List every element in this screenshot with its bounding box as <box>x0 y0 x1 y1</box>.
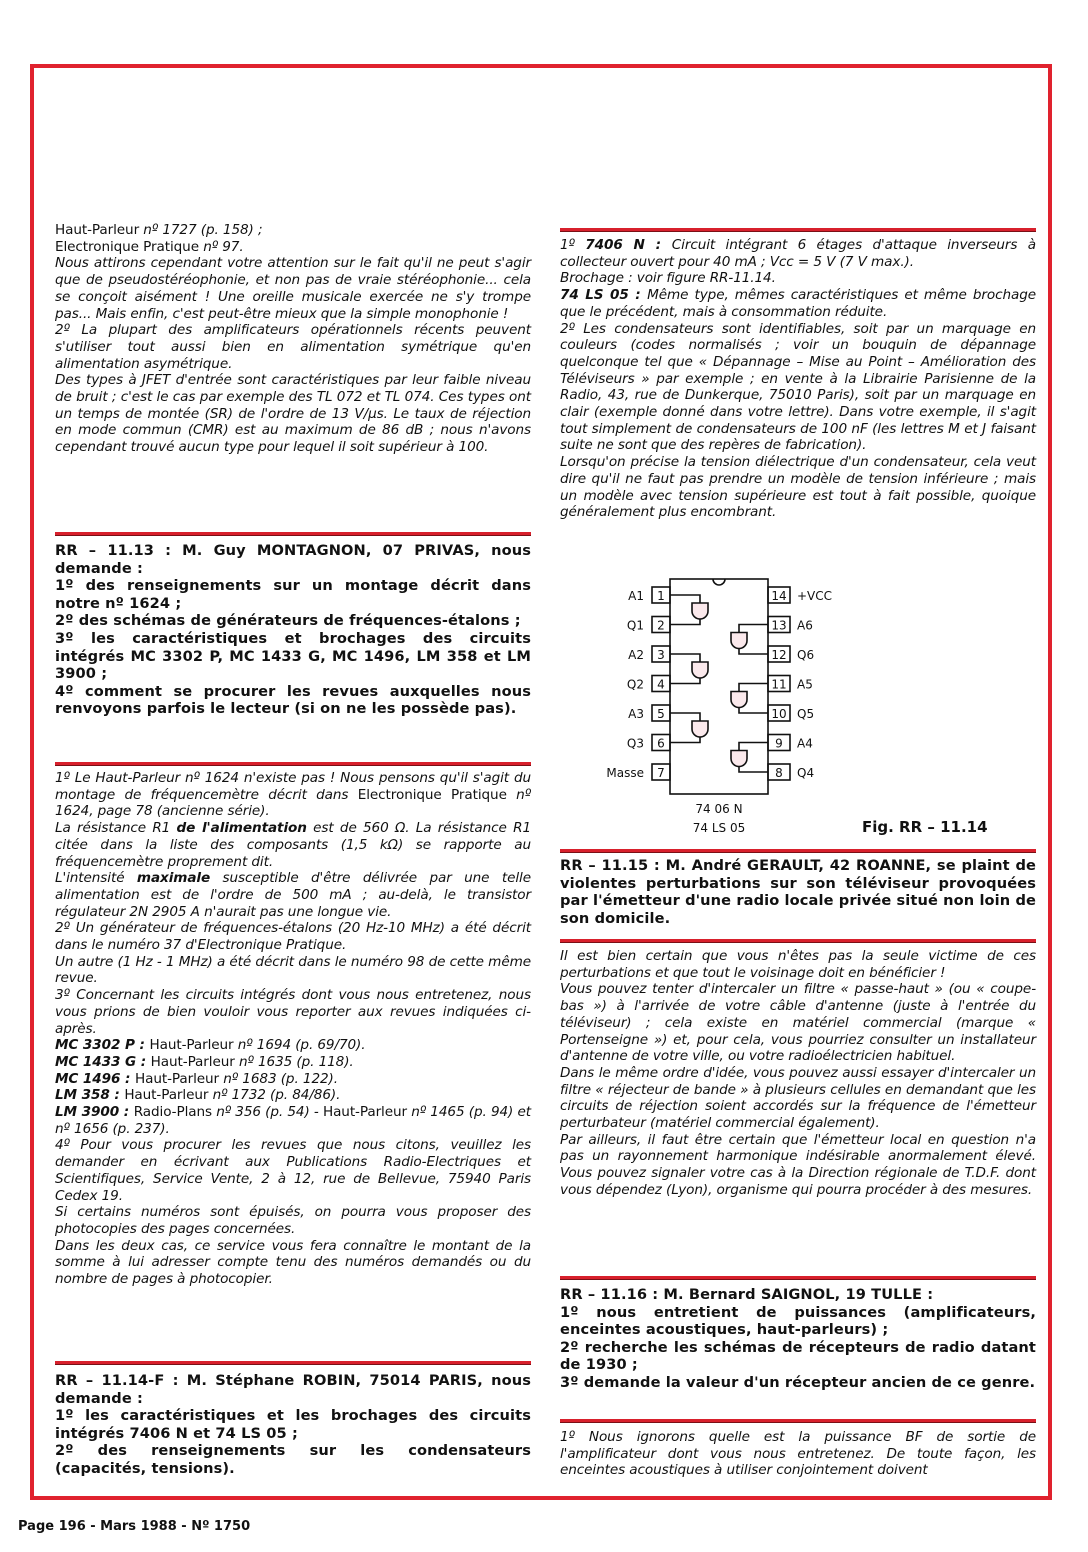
paragraph <box>560 287 1036 320</box>
gate-output-wire <box>739 708 768 714</box>
paragraph <box>560 981 1036 1065</box>
divider <box>55 762 531 766</box>
question-item: 1º des renseignements sur un montage décrit dans notre nº 1624 ; <box>55 577 531 612</box>
pin-number: 4 <box>657 677 665 692</box>
divider <box>55 532 531 536</box>
question-item: 4º comment se procurer les revues auxquelles nous renvoyons parfois le lecteur (si on ne les possède pas). <box>55 682 531 718</box>
text-run: susceptible d'être délivrée par une telle alimentation est de l'ordre de 500 mA ; au-delà, le transistor régulateur 2N 2905 A n'aurait pas une longue vie. <box>55 870 531 920</box>
text-run: Electronique Pratique <box>55 238 204 255</box>
question-item: 3º demande la valeur d'un récepteur ancien de ce genre. <box>560 1373 1036 1391</box>
chip-label: 74 06 N <box>695 802 743 816</box>
answer-continuation <box>55 222 531 456</box>
pin-label: Q5 <box>797 707 815 721</box>
figure-caption: Fig. RR – 11.14 <box>862 818 988 836</box>
question-item: 1º nous entretient de puissances (amplificateurs, enceintes acoustiques, haut-parleurs) ; <box>560 1303 1036 1339</box>
page-footer: Page 196 - Mars 1988 - Nº 1750 <box>18 1519 251 1534</box>
paragraph <box>560 1429 1036 1479</box>
paragraph <box>560 948 1036 981</box>
paragraph <box>55 1037 531 1054</box>
paragraph <box>560 270 1036 287</box>
pin-label: Masse <box>606 766 644 780</box>
paragraph <box>55 1087 531 1104</box>
paragraph <box>55 1071 531 1088</box>
paragraph <box>560 237 1036 270</box>
text-run: Haut-Parleur <box>150 1053 239 1070</box>
pin-number: 2 <box>657 618 665 633</box>
pin-label: +VCC <box>797 589 833 603</box>
gate-input-wire <box>670 595 700 603</box>
text-run: Dans les deux cas, ce service vous fera connaître le montant de la somme à lui adresser compte tenu des numéros demandés ou du nombre de pages à photocopier. <box>55 1237 531 1288</box>
text-run: Vous pouvez tenter d'intercaler un filtre « passe-haut » (ou « coupe-bas ») à l'arrivée de votre câble d'antenne (juste à l'entrée du téléviseur) ; cela existe en matériel commercial (marque « Portenseigne ») et, pour cela, vous pourriez consulter un installateur d'antenne de votre ville, ou votre radioélectricien habituel. <box>560 981 1036 1065</box>
divider <box>55 1361 531 1365</box>
bold-text: maximale <box>136 870 211 887</box>
question-item: 2º recherche les schémas de récepteurs de radio datant de 1930 ; <box>560 1338 1036 1374</box>
question-rr-11-15 <box>560 857 1036 927</box>
gate-input-wire <box>670 654 700 662</box>
pinout-diagram-7406 <box>600 575 1020 845</box>
pin-label: Q4 <box>797 766 815 780</box>
bold-text: de l'alimentation <box>176 820 307 837</box>
text-run: 1º Le Haut-Parleur nº 1624 n'existe pas ! Nous pensons qu'il s'agit du montage de fréquencemètre décrit dans <box>55 770 531 803</box>
paragraph <box>560 1132 1036 1199</box>
inverter-gate-1 <box>692 603 708 619</box>
paragraph <box>55 1238 531 1288</box>
paragraph <box>55 770 531 820</box>
gate-input-wire <box>739 625 768 633</box>
inverter-gate-6 <box>731 633 747 649</box>
pin-number: 11 <box>771 677 787 692</box>
text-run: 1º Nous ignorons quelle est la puissance BF de sortie de l'amplificateur dont vous nous entretenez. De toute façon, les enceintes acoustiques à utiliser conjointement doivent <box>560 1429 1036 1479</box>
text-run: Si certains numéros sont épuisés, on pourra vous proposer des photocopies des pages concernées. <box>55 1204 531 1237</box>
text-run: 2º La plupart des amplificateurs opérationnels récents peuvent s'utiliser tout aussi bien en alimentation symétrique qu'en alimentation asymétrique. <box>55 322 531 372</box>
divider <box>560 228 1036 232</box>
gate-input-wire <box>739 684 768 692</box>
pin-number: 3 <box>657 648 665 662</box>
chip-notch <box>713 579 725 585</box>
bold-text: MC 3302 P : <box>55 1037 150 1054</box>
paragraph <box>560 1065 1036 1132</box>
text-run: 4º Pour vous procurer les revues que nous citons, veuillez les demander en écrivant aux Publications Radio-Electriques et Scientifiques, Service Vente, 2 à 12, rue de Bellevue, 75940 Paris Cedex 19. <box>55 1137 531 1204</box>
paragraph <box>55 920 531 953</box>
inverter-gate-2 <box>692 662 708 678</box>
text-run: Dans le même ordre d'idée, vous pouvez aussi essayer d'intercaler un filtre « réjecteur de bande » à plusieurs cellules en demandant que les circuits de réjection soient accordés sur la fréquence de l'émetteur perturbateur (matériel commercial également). <box>560 1064 1036 1132</box>
text-run: nº 1683 (p. 122). <box>223 1070 338 1087</box>
paragraph <box>55 372 531 456</box>
text-run: Par ailleurs, il faut être certain que l'émetteur local en question n'a pas un rayonnement harmonique indésirable anormalement élevé. Vous pouvez signaler votre cas à la Direction régionale de T.D.F. dont vous dépendez (Lyon), organisme qui pourra procéder à des mesures. <box>560 1131 1036 1198</box>
gate-output-wire <box>670 737 700 743</box>
text-run: Nous attirons cependant votre attention sur le fait qu'il ne peut s'agir que de pseudostéréophonie, et non pas de vraie stéréophonie... cela se conçoit aisément ! Une oreille musicale exercée ne s'y trompe pas... Mais enfin, c'est peut-être mieux que la simple monophonie ! <box>55 255 531 322</box>
text-run: Brochage : voir figure RR-11.14. <box>560 270 776 287</box>
paragraph <box>560 321 1036 455</box>
text-run: Lorsqu'on précise la tension diélectrique d'un condensateur, cela veut dire qu'il ne faut pas prendre un modèle de tension inférieure ; mais un modèle avec tension supérieure est tout à fait possible, quoique généralement plus encombrant. <box>560 454 1036 521</box>
pin-label: A1 <box>628 589 644 603</box>
paragraph <box>55 239 531 256</box>
inverter-gate-4 <box>731 751 747 767</box>
pin-number: 9 <box>775 736 783 751</box>
gate-input-wire <box>670 713 700 721</box>
answer-rr-11-13 <box>55 770 531 1288</box>
text-run: nº 1635 (p. 118). <box>238 1053 354 1070</box>
pin-number: 1 <box>657 589 665 603</box>
text-run: nº 356 (p. 54) - <box>216 1104 323 1121</box>
text-run: nº 1732 (p. 84/86). <box>212 1087 341 1104</box>
question-item: 3º les caractéristiques et brochages des circuits intégrés MC 3302 P, MC 1433 G, MC 1496, LM 358 et LM 3900 ; <box>55 629 531 683</box>
gate-output-wire <box>739 767 768 773</box>
pin-label: A3 <box>628 707 644 721</box>
text-run: 2º Un générateur de fréquences-étalons (20 Hz-10 MHz) a été décrit dans le numéro 37 d'Electronique Pratique. <box>55 920 531 954</box>
bold-text: MC 1433 G : <box>55 1053 151 1070</box>
question-title: RR – 11.14-F : M. Stéphane ROBIN, 75014 PARIS, nous demande : <box>55 1372 531 1407</box>
gate-output-wire <box>739 649 768 655</box>
pin-number: 12 <box>771 648 787 662</box>
paragraph <box>55 1204 531 1237</box>
chip-body <box>670 579 768 794</box>
bold-text: LM 358 : <box>55 1087 125 1104</box>
paragraph <box>55 1137 531 1204</box>
pin-label: Q1 <box>626 618 644 633</box>
pin-number: 5 <box>657 707 665 721</box>
paragraph <box>55 1104 531 1137</box>
chip-label: 74 LS 05 <box>692 821 746 835</box>
pin-label: A4 <box>797 736 813 751</box>
answer-rr-11-14 <box>560 237 1036 521</box>
text-run: Il est bien certain que vous n'êtes pas la seule victime de ces perturbations et que tout le voisinage doit en bénéficier ! <box>560 948 1036 981</box>
question-rr-11-14 <box>55 1372 531 1478</box>
gate-output-wire <box>670 619 700 625</box>
paragraph <box>55 987 531 1037</box>
divider <box>560 1419 1036 1423</box>
bold-text: LM 3900 : <box>55 1104 134 1121</box>
text-run: nº 1465 (p. 94) et nº 1656 (p. 237). <box>55 1104 531 1137</box>
text-run: 1º <box>560 237 586 253</box>
pin-label: Q2 <box>626 677 644 692</box>
paragraph <box>560 454 1036 521</box>
question-title: RR – 11.13 : M. Guy MONTAGNON, 07 PRIVAS, nous demande : <box>55 542 531 577</box>
bold-text: MC 1496 : <box>55 1070 135 1087</box>
bold-text: 74 LS 05 : <box>560 287 648 304</box>
paragraph <box>55 954 531 987</box>
text-run: Haut-Parleur <box>124 1087 213 1104</box>
paragraph <box>55 255 531 322</box>
pin-label: Q3 <box>626 736 644 751</box>
gate-output-wire <box>670 678 700 684</box>
question-title: RR – 11.16 : M. Bernard SAIGNOL, 19 TULLE : <box>560 1286 934 1303</box>
question-rr-11-16 <box>560 1286 1036 1392</box>
text-run: Haut-Parleur <box>149 1037 238 1054</box>
gate-input-wire <box>739 743 768 751</box>
paragraph <box>55 820 531 870</box>
bold-text: 7406 N : <box>585 237 672 253</box>
text-run: 2º Les condensateurs sont identifiables, soit par un marquage en couleurs (codes normalisés ; voir un bouquin de dépannage quelconque tel que « Dépannage – Mise au Point – Amélioration des Téléviseurs » par exemple ; en vente à la Librairie Parisienne de la Radio, 43, rue de Dunkerque, 75010 Paris), soit par un marquage en clair (exemple donné dans votre lettre). Dans votre exemple, il s'agit tout simplement de condensateurs de 100 nF (les lettres M et J faisant suite ne sont que des repères de fabrication). <box>560 320 1036 454</box>
text-run: nº 1694 (p. 69/70). <box>237 1037 366 1054</box>
text-run: Radio-Plans <box>133 1104 217 1121</box>
text-run: Electronique Pratique <box>357 786 507 803</box>
divider <box>560 939 1036 943</box>
text-run: L'intensité <box>55 870 137 887</box>
text-run: 3º Concernant les circuits intégrés dont vous nous entretenez, nous vous prions de bien vouloir vous reporter aux revues indiquées ci-après. <box>55 987 531 1037</box>
paragraph <box>55 1054 531 1071</box>
pin-number: 13 <box>771 618 787 633</box>
pin-number: 14 <box>771 589 787 603</box>
text-run: Haut-Parleur <box>55 222 144 238</box>
paragraph <box>55 322 531 372</box>
text-run: est de 560 Ω. La résistance R1 citée dans la liste des composants (1,5 kΩ) se rapporte au fréquencemètre proprement dit. <box>55 820 531 870</box>
paragraph <box>55 870 531 920</box>
text-run: La résistance R1 <box>55 820 177 837</box>
text-run: nº 1727 (p. 158) ; <box>143 222 263 238</box>
pin-label: A5 <box>797 677 813 692</box>
answer-rr-11-15 <box>560 948 1036 1199</box>
pin-number: 10 <box>771 707 787 721</box>
question-title: RR – 11.15 : M. André GERAULT, 42 ROANNE, se plaint de violentes perturbations sur son téléviseur provoquées par l'émetteur d'une radio locale privée situé non loin de son domicile. <box>560 857 1036 927</box>
text-run: nº 97. <box>203 238 244 255</box>
text-run: Un autre (1 Hz - 1 MHz) a été décrit dans le numéro 98 de cette même revue. <box>55 953 531 987</box>
pin-number: 7 <box>657 766 665 780</box>
pin-number: 6 <box>657 736 665 751</box>
divider <box>560 849 1036 853</box>
inverter-gate-5 <box>731 692 747 708</box>
question-item: 2º des schémas de générateurs de fréquences-étalons ; <box>55 612 521 630</box>
answer-rr-11-16 <box>560 1429 1036 1479</box>
pin-label: A6 <box>797 618 813 633</box>
paragraph <box>55 222 531 239</box>
question-item: 2º des renseignements sur les condensateurs (capacités, tensions). <box>55 1442 531 1477</box>
text-run: Haut-Parleur <box>134 1070 224 1087</box>
pin-label: A2 <box>628 648 644 662</box>
text-run: Haut-Parleur <box>322 1104 412 1121</box>
text-run: nº 1624, page 78 (ancienne série). <box>55 786 531 820</box>
question-item: 1º les caractéristiques et les brochages des circuits intégrés 7406 N et 74 LS 05 ; <box>55 1407 531 1442</box>
pin-label: Q6 <box>797 648 815 662</box>
pin-number: 8 <box>775 766 783 780</box>
divider <box>560 1276 1036 1280</box>
text-run: Circuit intégrant 6 étages d'attaque inverseurs à collecteur ouvert pour 40 mA ; Vcc = 5 V (7 V max.). <box>560 237 1037 270</box>
inverter-gate-3 <box>692 721 708 737</box>
text-run: Même type, mêmes caractéristiques et même brochage que le précédent, mais à consommation réduite. <box>560 287 1036 320</box>
question-rr-11-13 <box>55 542 531 718</box>
text-run: Des types à JFET d'entrée sont caractéristiques par leur faible niveau de bruit ; c'est le cas par exemple des TL 072 et TL 074. Ces types ont un temps de montée (SR) de l'ordre de 13 V/µs. Le taux de réjection en mode commun (CMR) est au maximum de 86 dB ; nous n'avons cependant trouvé aucun type pour lequel il soit supérieur à 100. <box>55 372 531 456</box>
